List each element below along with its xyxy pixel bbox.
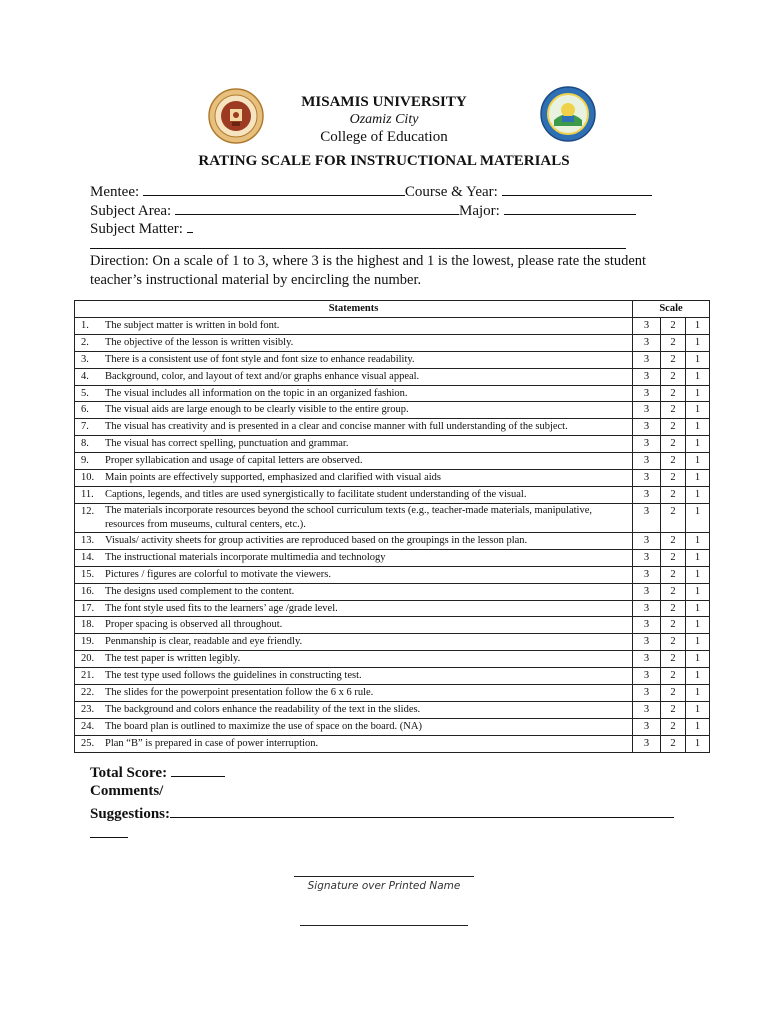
scale-option-1[interactable]: 1 xyxy=(686,634,710,651)
subject-matter-label: Subject Matter: xyxy=(90,221,183,237)
scale-option-1[interactable]: 1 xyxy=(686,385,710,402)
statement-number: 13. xyxy=(75,532,106,549)
scale-option-2[interactable]: 2 xyxy=(661,317,686,334)
scale-option-3[interactable]: 3 xyxy=(633,368,661,385)
scale-option-2[interactable]: 2 xyxy=(661,617,686,634)
course-year-label: Course & Year: xyxy=(404,184,498,200)
table-row xyxy=(75,668,710,685)
scale-option-3[interactable]: 3 xyxy=(633,617,661,634)
comments-label: Comments/ xyxy=(90,783,164,799)
scale-option-1[interactable]: 1 xyxy=(686,617,710,634)
scale-option-3[interactable]: 3 xyxy=(633,566,661,583)
table-row xyxy=(75,503,710,532)
statement-number: 2. xyxy=(75,334,106,351)
scale-option-2[interactable]: 2 xyxy=(661,486,686,503)
statement-number: 10. xyxy=(75,470,106,487)
subject-area-row xyxy=(90,200,636,220)
scale-option-2[interactable]: 2 xyxy=(661,651,686,668)
scale-option-2[interactable]: 2 xyxy=(661,718,686,735)
scale-option-2[interactable]: 2 xyxy=(661,634,686,651)
table-row xyxy=(75,351,710,368)
signature-line[interactable] xyxy=(294,876,474,877)
statement-text: Background, color, and layout of text and/or graphs enhance visual appeal. xyxy=(105,368,633,385)
scale-option-1[interactable]: 1 xyxy=(686,486,710,503)
table-row xyxy=(75,368,710,385)
subject-matter-field[interactable] xyxy=(187,218,193,233)
table-row xyxy=(75,549,710,566)
scale-option-2[interactable]: 2 xyxy=(661,566,686,583)
statement-text: The materials incorporate resources beyond the school curriculum texts (e.g., teacher-made materials, manipulative, resources from museums, cultural centers, etc.). xyxy=(105,503,633,532)
statement-text: The subject matter is written in bold font. xyxy=(105,317,633,334)
scale-option-3[interactable]: 3 xyxy=(633,486,661,503)
table-row xyxy=(75,634,710,651)
table-row xyxy=(75,419,710,436)
mentee-row xyxy=(90,181,652,201)
scale-option-2[interactable]: 2 xyxy=(661,385,686,402)
scale-option-1[interactable]: 1 xyxy=(686,701,710,718)
scale-option-3[interactable]: 3 xyxy=(633,419,661,436)
table-row xyxy=(75,583,710,600)
table-row xyxy=(75,566,710,583)
scale-option-3[interactable]: 3 xyxy=(633,718,661,735)
table-row xyxy=(75,317,710,334)
table-row xyxy=(75,436,710,453)
scale-option-3[interactable]: 3 xyxy=(633,470,661,487)
statement-text: Proper syllabication and usage of capital letters are observed. xyxy=(105,453,633,470)
suggestions-continuation-line xyxy=(90,837,128,838)
document-title: RATING SCALE FOR INSTRUCTIONAL MATERIALS xyxy=(198,153,570,169)
scale-option-3[interactable]: 3 xyxy=(633,385,661,402)
scale-option-3[interactable]: 3 xyxy=(633,735,661,752)
statement-number: 20. xyxy=(75,651,106,668)
table-row xyxy=(75,685,710,702)
scale-option-1[interactable]: 1 xyxy=(686,368,710,385)
scale-option-2[interactable]: 2 xyxy=(661,351,686,368)
statement-text: The test paper is written legibly. xyxy=(105,651,633,668)
signature-label: Signature over Printed Name xyxy=(307,880,461,892)
major-field[interactable] xyxy=(504,200,636,215)
statement-text: There is a consistent use of font style and font size to enhance readability. xyxy=(105,351,633,368)
scale-option-2[interactable]: 2 xyxy=(661,503,686,532)
statement-text: Plan “B” is prepared in case of power interruption. xyxy=(105,735,633,752)
scale-option-3[interactable]: 3 xyxy=(633,549,661,566)
scale-option-1[interactable]: 1 xyxy=(686,419,710,436)
statement-text: Pictures / figures are colorful to motivate the viewers. xyxy=(105,566,633,583)
scale-option-2[interactable]: 2 xyxy=(661,600,686,617)
statement-number: 19. xyxy=(75,634,106,651)
suggestions-row xyxy=(90,803,674,823)
statement-number: 12. xyxy=(75,503,106,532)
statement-text: Captions, legends, and titles are used synergistically to facilitate student understanding of the visual. xyxy=(105,486,633,503)
statement-text: Visuals/ activity sheets for group activities are reproduced based on the groupings in the lesson plan. xyxy=(105,532,633,549)
scale-option-2[interactable]: 2 xyxy=(661,685,686,702)
statement-number: 11. xyxy=(75,486,106,503)
university-city: Ozamiz City xyxy=(349,112,419,127)
scale-option-3[interactable]: 3 xyxy=(633,351,661,368)
statement-text: The background and colors enhance the readability of the text in the slides. xyxy=(105,701,633,718)
major-label: Major: xyxy=(458,203,500,219)
statement-number: 21. xyxy=(75,668,106,685)
scale-option-1[interactable]: 1 xyxy=(686,532,710,549)
scale-option-3[interactable]: 3 xyxy=(633,600,661,617)
statements-header: Statements xyxy=(75,301,633,318)
statement-number: 8. xyxy=(75,436,106,453)
scale-option-1[interactable]: 1 xyxy=(686,453,710,470)
statement-text: The visual has correct spelling, punctuation and grammar. xyxy=(105,436,633,453)
scale-option-1[interactable]: 1 xyxy=(686,351,710,368)
scale-option-2[interactable]: 2 xyxy=(661,668,686,685)
scale-option-3[interactable]: 3 xyxy=(633,334,661,351)
statement-number: 22. xyxy=(75,685,106,702)
scale-option-3[interactable]: 3 xyxy=(633,402,661,419)
scale-option-1[interactable]: 1 xyxy=(686,600,710,617)
table-row xyxy=(75,453,710,470)
scale-option-2[interactable]: 2 xyxy=(661,453,686,470)
table-row xyxy=(75,701,710,718)
statement-text: The slides for the powerpoint presentation follow the 6 x 6 rule. xyxy=(105,685,633,702)
scale-option-1[interactable]: 1 xyxy=(686,583,710,600)
statement-text: The visual aids are large enough to be clearly visible to the entire group. xyxy=(105,402,633,419)
scale-option-2[interactable]: 2 xyxy=(661,735,686,752)
statement-number: 24. xyxy=(75,718,106,735)
scale-option-1[interactable]: 1 xyxy=(686,549,710,566)
table-row xyxy=(75,735,710,752)
scale-option-2[interactable]: 2 xyxy=(661,402,686,419)
scale-option-1[interactable]: 1 xyxy=(686,334,710,351)
statement-text: The designs used complement to the content. xyxy=(105,583,633,600)
total-score-field[interactable] xyxy=(171,762,225,777)
statement-number: 1. xyxy=(75,317,106,334)
table-row xyxy=(75,470,710,487)
scale-option-2[interactable]: 2 xyxy=(661,334,686,351)
rating-table xyxy=(74,300,710,753)
total-score-label: Total Score: xyxy=(90,765,168,781)
scale-option-3[interactable]: 3 xyxy=(633,685,661,702)
scale-option-1[interactable]: 1 xyxy=(686,566,710,583)
scale-option-3[interactable]: 3 xyxy=(633,668,661,685)
scale-option-2[interactable]: 2 xyxy=(661,549,686,566)
mentee-field[interactable] xyxy=(143,181,405,196)
scale-option-1[interactable]: 1 xyxy=(686,668,710,685)
table-row xyxy=(75,385,710,402)
scale-option-3[interactable]: 3 xyxy=(633,436,661,453)
statement-text: The visual includes all information on the topic in an organized fashion. xyxy=(105,385,633,402)
statement-text: The objective of the lesson is written visibly. xyxy=(105,334,633,351)
scale-option-3[interactable]: 3 xyxy=(633,583,661,600)
university-name: MISAMIS UNIVERSITY xyxy=(301,94,467,110)
scale-option-3[interactable]: 3 xyxy=(633,701,661,718)
scale-option-1[interactable]: 1 xyxy=(686,651,710,668)
total-score-row xyxy=(90,762,225,782)
scale-option-3[interactable]: 3 xyxy=(633,651,661,668)
scale-header: Scale xyxy=(633,301,710,318)
college-name: College of Education xyxy=(320,129,448,145)
table-row xyxy=(75,334,710,351)
statement-number: 18. xyxy=(75,617,106,634)
scale-option-1[interactable]: 1 xyxy=(686,735,710,752)
table-row xyxy=(75,617,710,634)
statement-number: 14. xyxy=(75,549,106,566)
table-row xyxy=(75,600,710,617)
statement-number: 7. xyxy=(75,419,106,436)
statement-number: 17. xyxy=(75,600,106,617)
scale-option-1[interactable]: 1 xyxy=(686,718,710,735)
statement-number: 5. xyxy=(75,385,106,402)
scale-option-2[interactable]: 2 xyxy=(661,583,686,600)
scale-option-1[interactable]: 1 xyxy=(686,436,710,453)
table-body xyxy=(75,317,710,752)
subject-area-field[interactable] xyxy=(175,200,459,215)
scale-option-2[interactable]: 2 xyxy=(661,532,686,549)
statement-number: 25. xyxy=(75,735,106,752)
statement-number: 4. xyxy=(75,368,106,385)
scale-option-1[interactable]: 1 xyxy=(686,503,710,532)
scale-option-3[interactable]: 3 xyxy=(633,634,661,651)
statement-text: The board plan is outlined to maximize the use of space on the board. (NA) xyxy=(105,718,633,735)
statement-text: The instructional materials incorporate multimedia and technology xyxy=(105,549,633,566)
suggestions-label: Suggestions: xyxy=(90,806,171,822)
table-header-row xyxy=(75,301,710,318)
statement-text: Penmanship is clear, readable and eye friendly. xyxy=(105,634,633,651)
statement-text: The visual has creativity and is presented in a clear and concise manner with full understanding of the subject. xyxy=(105,419,633,436)
scale-option-2[interactable]: 2 xyxy=(661,701,686,718)
scale-option-3[interactable]: 3 xyxy=(633,532,661,549)
subject-matter-row xyxy=(90,218,193,238)
table-row xyxy=(75,718,710,735)
mentee-label: Mentee: xyxy=(90,184,140,200)
statement-number: 15. xyxy=(75,566,106,583)
scale-option-1[interactable]: 1 xyxy=(686,402,710,419)
scale-option-3[interactable]: 3 xyxy=(633,453,661,470)
statement-number: 23. xyxy=(75,701,106,718)
statement-text: Main points are effectively supported, emphasized and clarified with visual aids xyxy=(105,470,633,487)
scale-option-2[interactable]: 2 xyxy=(661,368,686,385)
statement-number: 3. xyxy=(75,351,106,368)
scale-option-1[interactable]: 1 xyxy=(686,470,710,487)
table-row xyxy=(75,486,710,503)
statement-number: 6. xyxy=(75,402,106,419)
statement-text: The font style used fits to the learners’ age /grade level. xyxy=(105,600,633,617)
subject-matter-line xyxy=(90,248,626,249)
statement-number: 16. xyxy=(75,583,106,600)
scale-option-2[interactable]: 2 xyxy=(661,419,686,436)
direction-text: Direction: On a scale of 1 to 3, where 3 is the highest and 1 is the lowest, please rate the student teacher’s instructional material by encircling the number. xyxy=(90,253,647,288)
scale-option-2[interactable]: 2 xyxy=(661,436,686,453)
subject-area-label: Subject Area: xyxy=(90,203,172,219)
scale-option-3[interactable]: 3 xyxy=(633,503,661,532)
date-line[interactable] xyxy=(300,925,468,926)
table-row xyxy=(75,402,710,419)
scale-option-1[interactable]: 1 xyxy=(686,317,710,334)
scale-option-3[interactable]: 3 xyxy=(633,317,661,334)
scale-option-1[interactable]: 1 xyxy=(686,685,710,702)
table-row xyxy=(75,651,710,668)
scale-option-2[interactable]: 2 xyxy=(661,470,686,487)
statement-text: Proper spacing is observed all throughout. xyxy=(105,617,633,634)
table-row xyxy=(75,532,710,549)
course-year-field[interactable] xyxy=(502,181,652,196)
statement-number: 9. xyxy=(75,453,106,470)
suggestions-field[interactable] xyxy=(170,803,674,818)
statement-text: The test type used follows the guidelines in constructing test. xyxy=(105,668,633,685)
